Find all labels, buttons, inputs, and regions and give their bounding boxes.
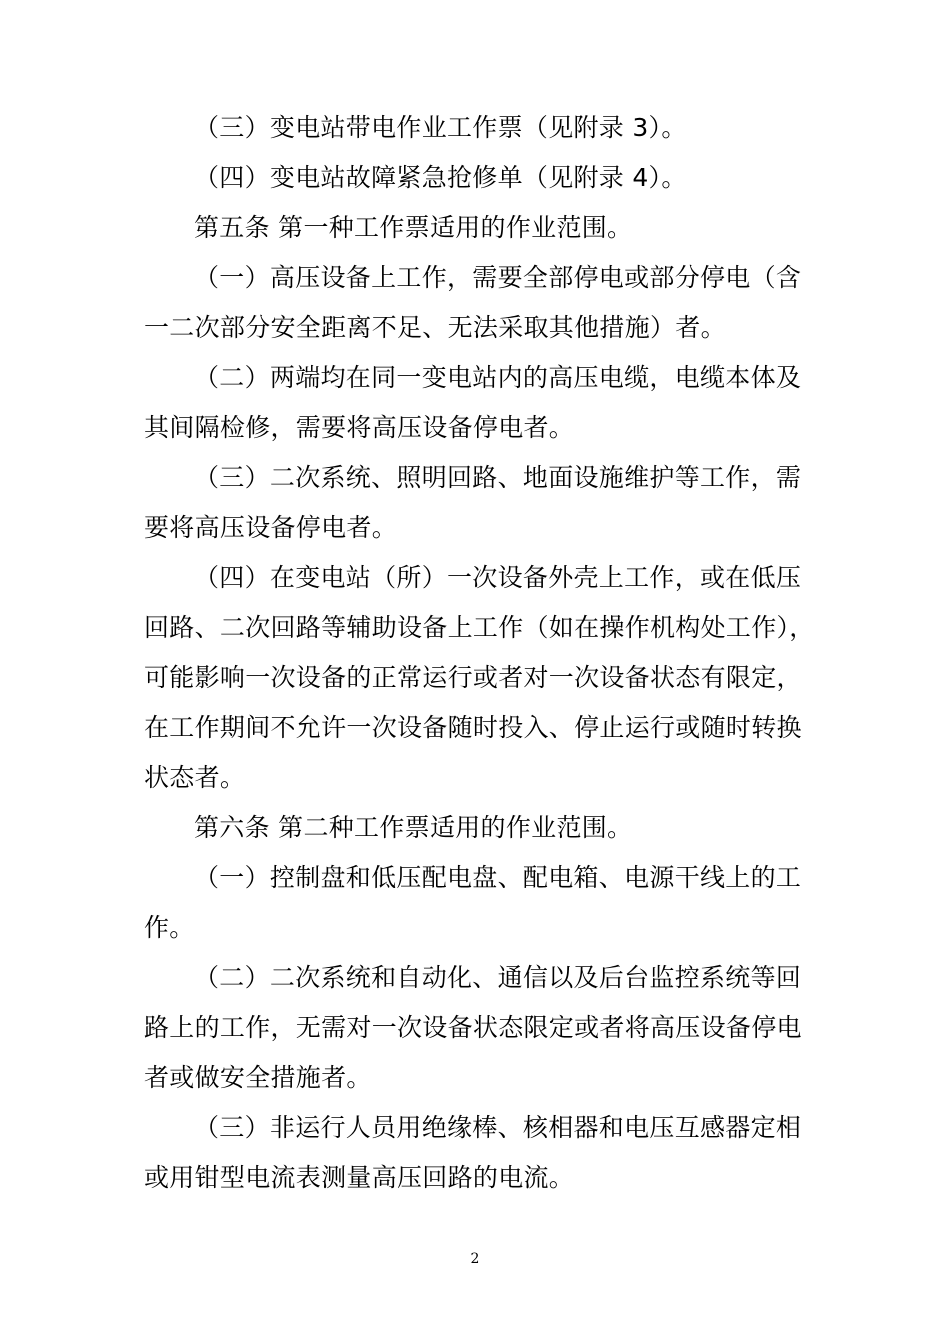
paragraph-line: 作。 <box>144 913 195 942</box>
paragraph-line: 一二次部分安全距离不足、无法采取其他措施）者。 <box>144 313 726 342</box>
paragraph-line: （三）变电站带电作业工作票（见附录 3）。 <box>194 113 687 142</box>
paragraph-line: 要将高压设备停电者。 <box>144 513 398 542</box>
paragraph-line: （二）两端均在同一变电站内的高压电缆，电缆本体及 <box>194 363 802 392</box>
paragraph-line: （四）变电站故障紧急抢修单（见附录 4）。 <box>194 163 687 192</box>
paragraph-line: （三）二次系统、照明回路、地面设施维护等工作，需 <box>194 463 802 492</box>
paragraph-line: 可能影响一次设备的正常运行或者对一次设备状态有限定， <box>144 663 802 692</box>
article-heading: 第五条 第一种工作票适用的作业范围。 <box>194 213 633 242</box>
page-number: 2 <box>470 1251 480 1267</box>
paragraph-line: （一）控制盘和低压配电盘、配电箱、电源干线上的工 <box>194 863 802 892</box>
paragraph-line: 者或做安全措施者。 <box>144 1063 372 1092</box>
paragraph-line: 回路、二次回路等辅助设备上工作（如在操作机构处工作）， <box>144 613 815 642</box>
article-heading: 第六条 第二种工作票适用的作业范围。 <box>194 813 633 842</box>
paragraph-line: （二）二次系统和自动化、通信以及后台监控系统等回 <box>194 963 802 992</box>
paragraph-line: 其间隔检修，需要将高压设备停电者。 <box>144 413 575 442</box>
paragraph-line: 或用钳型电流表测量高压回路的电流。 <box>144 1163 575 1192</box>
paragraph-line: 在工作期间不允许一次设备随时投入、停止运行或随时转换 <box>144 713 802 742</box>
paragraph-line: 状态者。 <box>144 763 246 792</box>
paragraph-line: （三）非运行人员用绝缘棒、核相器和电压互感器定相 <box>194 1113 802 1142</box>
paragraph-line: （一）高压设备上工作，需要全部停电或部分停电（含 <box>194 263 802 292</box>
paragraph-line: （四）在变电站（所）一次设备外壳上工作，或在低压 <box>194 563 802 592</box>
paragraph-line: 路上的工作，无需对一次设备状态限定或者将高压设备停电 <box>144 1013 802 1042</box>
